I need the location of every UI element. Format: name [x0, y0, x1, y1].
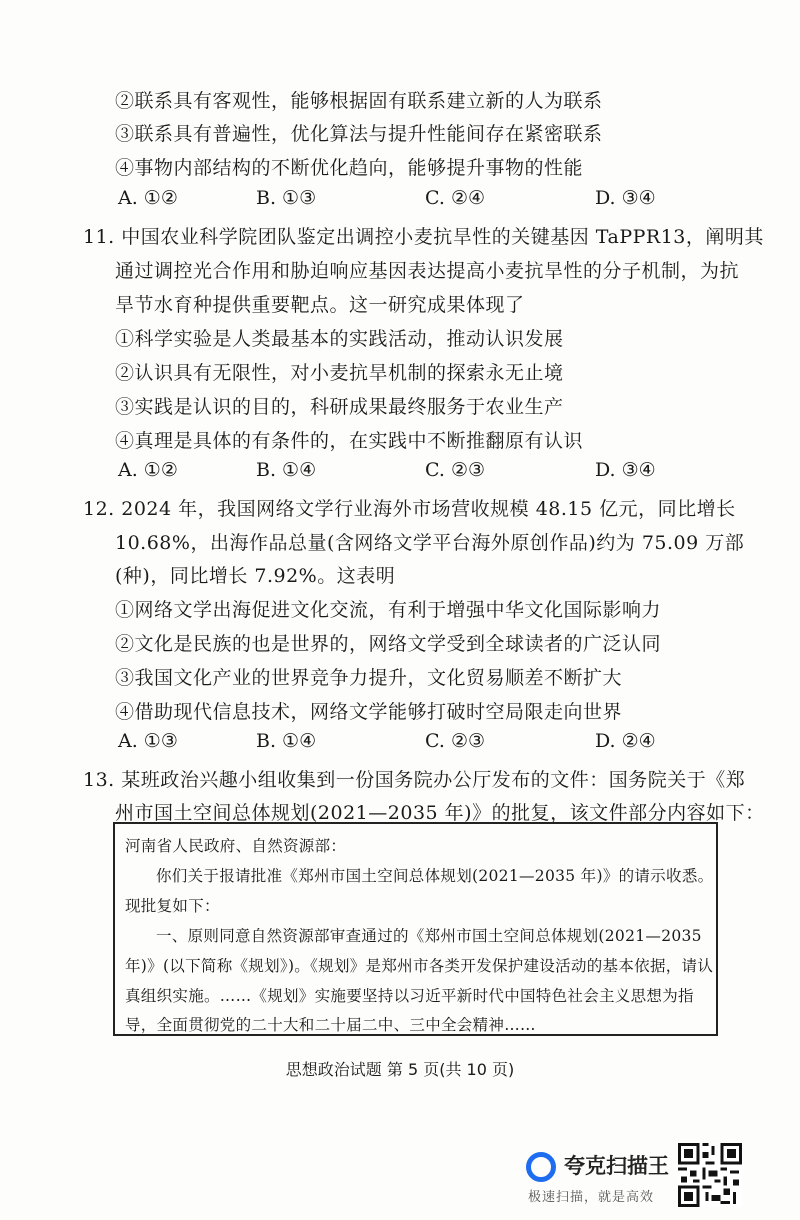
q10-item-2: ②联系具有客观性，能够根据固有联系建立新的人为联系	[115, 90, 603, 112]
q11-item-3: ③实践是认识的目的，科研成果最终服务于农业生产	[115, 396, 564, 418]
q11-option-b: B. ①④	[256, 459, 317, 481]
q11-item-2: ②认识具有无限性，对小麦抗旱机制的探索永无止境	[115, 362, 564, 384]
excerpt-line: 真组织实施。……《规划》实施要坚持以习近平新时代中国特色社会主义思想为指	[125, 987, 694, 1005]
q12-option-b: B. ①④	[256, 730, 317, 752]
q11-stem-line-2: 通过调控光合作用和胁迫响应基因表达提高小麦抗旱性的分子机制，为抗	[115, 260, 740, 282]
watermark-subtitle: 极速扫描，就是高效	[528, 1190, 655, 1205]
q12-item-3: ③我国文化产业的世界竞争力提升，文化贸易顺差不断扩大	[115, 667, 623, 689]
q11-option-c: C. ②③	[425, 459, 486, 481]
excerpt-line: 你们关于报请批准《郑州市国土空间总体规划(2021—2035 年)》的请示收悉。	[156, 867, 714, 885]
q12-item-1: ①网络文学出海促进文化交流，有利于增强中华文化国际影响力	[115, 599, 662, 621]
excerpt-addressee: 河南省人民政府、自然资源部：	[125, 837, 347, 855]
watermark-title: 夸克扫描王	[564, 1154, 669, 1178]
excerpt-line: 导，全面贯彻党的二十大和二十届二中、三中全会精神……	[125, 1016, 536, 1034]
q12-stem-line-2: 10.68%，出海作品总量(含网络文学平台海外原创作品)约为 75.09 万部	[115, 532, 745, 554]
q12-option-c: C. ②③	[425, 730, 486, 752]
document-excerpt-box	[113, 822, 718, 1036]
q11-option-a: A. ①②	[118, 459, 178, 481]
excerpt-line: 一、原则同意自然资源部审查通过的《郑州市国土空间总体规划(2021—2035	[156, 927, 702, 945]
page-footer: 思想政治试题 第 5 页(共 10 页)	[285, 1060, 515, 1079]
quark-logo-icon	[526, 1152, 556, 1182]
q10-option-c: C. ②④	[425, 187, 486, 209]
excerpt-line: 现批复如下：	[125, 897, 220, 915]
q12-item-4: ④借助现代信息技术，网络文学能够打破时空局限走向世界	[115, 701, 623, 723]
q12-stem-line-3: (种)，同比增长 7.92%。这表明	[115, 565, 396, 587]
q12-stem-line-1: 12. 2024 年，我国网络文学行业海外市场营收规模 48.15 亿元，同比增长	[83, 498, 736, 520]
q11-item-4: ④真理是具体的有条件的，在实践中不断推翻原有认识	[115, 430, 584, 452]
q13-stem-line-1: 13. 某班政治兴趣小组收集到一份国务院办公厅发布的文件：国务院关于《郑	[83, 769, 746, 791]
q12-option-d: D. ②④	[595, 730, 656, 752]
q11-option-d: D. ③④	[595, 459, 656, 481]
q12-option-a: A. ①③	[118, 730, 178, 752]
qr-code-icon	[678, 1143, 742, 1207]
q13-stem-line-2: 州市国土空间总体规划(2021—2035 年)》的批复，该文件部分内容如下：	[115, 802, 765, 824]
q12-item-2: ②文化是民族的也是世界的，网络文学受到全球读者的广泛认同	[115, 633, 662, 655]
q10-option-b: B. ①③	[256, 187, 317, 209]
q10-option-a: A. ①②	[118, 187, 178, 209]
q10-item-4: ④事物内部结构的不断优化趋向，能够提升事物的性能	[115, 157, 584, 179]
q11-stem-line-1: 11. 中国农业科学院团队鉴定出调控小麦抗旱性的关键基因 TaPPR13，阐明其	[83, 226, 764, 248]
q11-item-1: ①科学实验是人类最基本的实践活动，推动认识发展	[115, 328, 564, 350]
q10-item-3: ③联系具有普遍性，优化算法与提升性能间存在紧密联系	[115, 123, 603, 145]
scanner-watermark	[526, 1146, 676, 1208]
excerpt-line: 年)》(以下简称《规划》)。《规划》是郑州市各类开发保护建设活动的基本依据，请认	[125, 957, 714, 975]
q11-stem-line-3: 旱节水育种提供重要靶点。这一研究成果体现了	[115, 294, 525, 316]
q10-option-d: D. ③④	[595, 187, 656, 209]
